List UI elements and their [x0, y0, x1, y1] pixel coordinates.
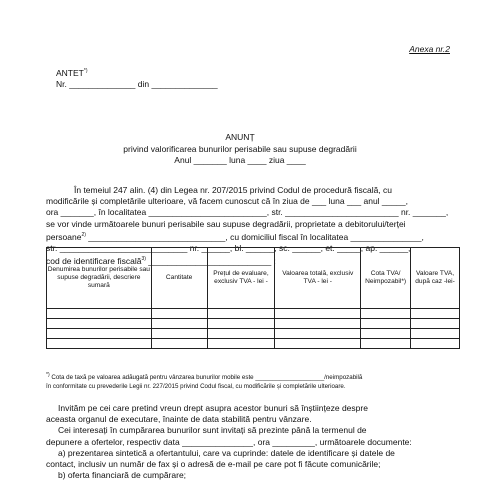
table-row	[47, 339, 460, 349]
footnote-line: în conformitate cu prevederile Legii nr. 227/2015 privind Codul fiscal, cu modificările și completările ulterioare.	[46, 383, 346, 391]
table-cell[interactable]	[207, 309, 275, 319]
body-line: aceasta organul de executare, înainte de data stabilită pentru vânzare.	[46, 414, 312, 425]
table-row	[47, 309, 460, 319]
body-line: Invităm pe cei care pretind vreun drept asupra acestor bunuri să înștiințeze despre	[58, 403, 368, 413]
table-cell[interactable]	[47, 319, 152, 329]
antet-text: ANTET	[56, 68, 84, 78]
footnote-line	[46, 371, 458, 382]
table-cell[interactable]	[47, 329, 152, 339]
invitation-section	[46, 403, 458, 481]
body-text: _____________________________, cu domiciliul fiscal în localitatea _______________,	[85, 231, 424, 242]
col-header-unit-price: Prețul de evaluare, exclusiv TVA - lei -	[207, 248, 275, 309]
table-cell[interactable]	[47, 309, 152, 319]
table-cell[interactable]	[207, 319, 275, 329]
annex-label: Anexa nr.2	[409, 44, 450, 54]
body-line: str. ___________________________ nr. ______, bl. ______, sc. ______, et. _____, ap. ______,	[46, 242, 411, 253]
table-cell[interactable]	[411, 329, 460, 339]
table-cell[interactable]	[275, 339, 361, 349]
body-line: a) prezentarea sintetică a ofertantului, care va cuprinde: datele de identificare și datele de	[58, 447, 395, 458]
body-line: depunere a ofertelor, respectiv data _______________, ora _________, următoarele documente:	[46, 436, 412, 447]
body-text: __________________________ :	[145, 255, 276, 266]
col-header-vat-value: Valoare TVA, după caz -lei-	[411, 248, 460, 309]
table-cell[interactable]	[411, 339, 460, 349]
table-row	[47, 329, 460, 339]
body-text: cod de identificare fiscală	[46, 255, 142, 266]
col-header-vat-rate: Cota TVA/ Neimpozabil*)	[361, 248, 411, 309]
table-cell[interactable]	[361, 319, 411, 329]
table-cell[interactable]	[361, 329, 411, 339]
body-line	[46, 230, 454, 243]
body-line: În temeiul 247 alin. (4) din Legea nr. 207/2015 privind Codul de procedură fiscală, cu	[74, 185, 393, 195]
footnote-ref: 3)	[141, 256, 146, 263]
table-cell[interactable]	[151, 309, 207, 319]
table-cell[interactable]	[275, 309, 361, 319]
table-header-row	[47, 248, 460, 309]
table-cell[interactable]	[275, 329, 361, 339]
footnote-mark: *)	[46, 372, 50, 378]
table-cell[interactable]	[411, 309, 460, 319]
body-text: persoane	[46, 231, 82, 242]
body-line: contact, inclusiv un număr de fax și o adresă de e-mail pe care pot fi făcute comunicările;	[46, 459, 381, 470]
col-header-total-value: Valoarea totală, exclusiv TVA - lei -	[275, 248, 361, 309]
body-line: Cei interesați în cumpărarea bunurilor sunt invitați să prezinte până la termenul de	[58, 425, 367, 436]
antet-label	[56, 68, 88, 78]
vat-footnote	[46, 371, 458, 391]
table-cell[interactable]	[275, 319, 361, 329]
document-subtitle: privind valorificarea bunurilor perisabile sau supuse degradării	[123, 144, 357, 154]
body-line: se vor vinde următoarele bunuri perisabile sau supuse degradării, proprietate a debitorului/terței	[46, 218, 406, 229]
table-cell[interactable]	[151, 329, 207, 339]
table-row	[47, 319, 460, 329]
col-header-description: Denumirea bunurilor perisabile sau supuse degradării, descriere sumară	[47, 248, 152, 309]
body-line: ora _______, în localitatea _________________________, str. ________________________ nr. _______,	[46, 207, 449, 218]
body-line: b) oferta financiară de cumpărare;	[58, 470, 187, 481]
footnote-text: Cota de taxă pe valoarea adăugată pentru vânzarea bunurilor mobile este ____________________/neimpozabilă	[49, 374, 363, 382]
body-line: modificările și completările ulterioare, vă facem cunoscut că în ziua de ___ luna ___ anul _____,	[46, 196, 408, 207]
table-cell[interactable]	[47, 339, 152, 349]
date-line: Anul _______ luna ____ ziua ____	[174, 155, 306, 165]
table-cell[interactable]	[207, 329, 275, 339]
table-cell[interactable]	[151, 339, 207, 349]
document-title: ANUNȚ	[225, 132, 255, 142]
antet-note: *)	[83, 68, 88, 75]
table-cell[interactable]	[361, 339, 411, 349]
nr-line: Nr. ______________ din ______________	[56, 79, 218, 89]
table-cell[interactable]	[361, 309, 411, 319]
table-cell[interactable]	[411, 319, 460, 329]
col-header-quantity: Cantitate	[151, 248, 207, 309]
goods-table	[46, 247, 460, 349]
table-cell[interactable]	[151, 319, 207, 329]
table-cell[interactable]	[207, 339, 275, 349]
footnote-ref: 2)	[81, 231, 86, 238]
